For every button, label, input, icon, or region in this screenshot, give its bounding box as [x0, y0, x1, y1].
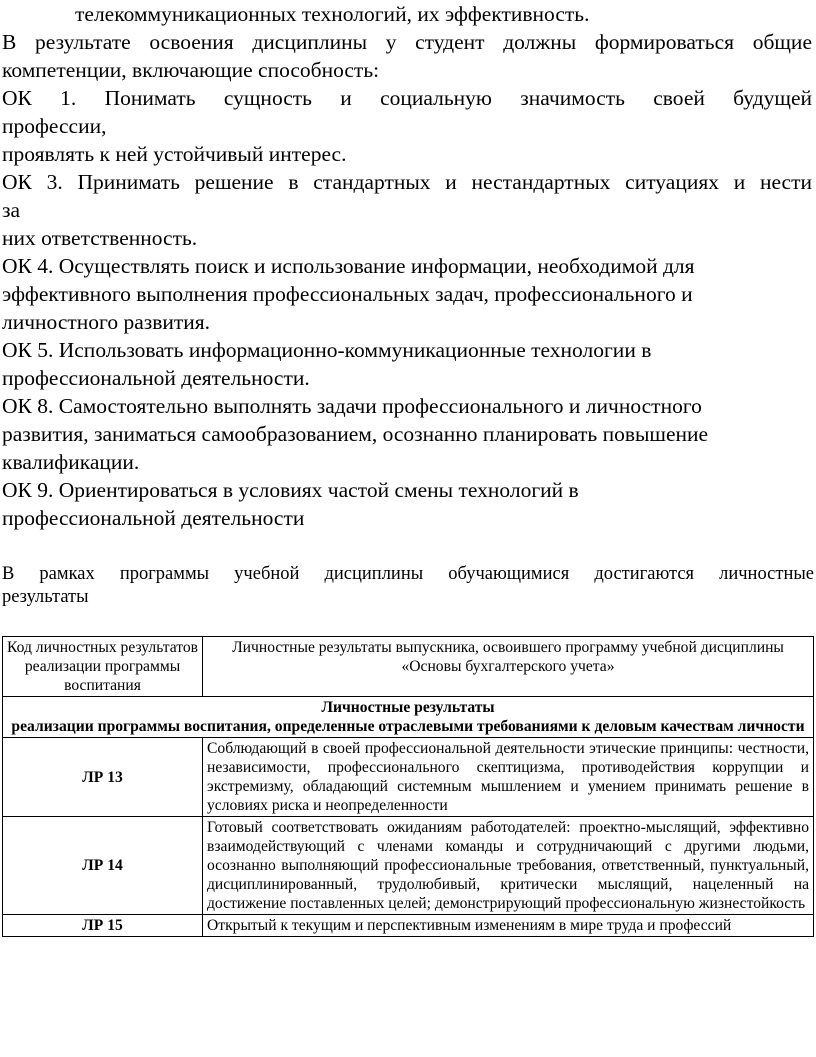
competencies-text	[2, 0, 814, 532]
ok4-line: личностного развития.	[2, 310, 211, 334]
section-title-line: реализации программы воспитания, определенные отраслевыми требованиями к деловым качествам личности	[11, 718, 805, 735]
personal-results-table	[2, 636, 814, 937]
row-text-cell: Соблюдающий в своей профессиональной деятельности этические принципы: честности, независимости, профессионального скептицизма, противодействия коррупции и экстремизму, обладающий системным мышлением и умением принимать решение в условиях риска и неопределенности	[203, 738, 814, 817]
table-section-row	[3, 697, 814, 738]
ok8-line: ОК 8. Самостоятельно выполнять задачи профессионального и личностного	[2, 394, 702, 418]
intro-line: результаты	[2, 587, 89, 607]
table-header-row	[3, 637, 814, 697]
row-code-cell: ЛР 14	[3, 817, 203, 915]
ok5-line: профессиональной деятельности.	[2, 366, 310, 390]
ok8-line: квалификации.	[2, 450, 140, 474]
row-code-cell: ЛР 13	[3, 738, 203, 817]
row-text-cell: Готовый соответствовать ожиданиям работодателей: проектно-мыслящий, эффективно взаимодействующий с членами команды и сотрудничающий с другими людьми, осознанно выполняющий профессиональные требования, ответственный, пунктуальный, дисциплинированный, трудолюбивый, критически мыслящий, нацеленный на достижение поставленных целей; демонстрирующий профессиональную жизнестойкость	[203, 817, 814, 915]
section-title-cell	[3, 697, 814, 738]
paragraph-line: телекоммуникационных технологий, их эффективность.	[75, 2, 590, 26]
header-result-cell: Личностные результаты выпускника, освоившего программу учебной дисциплины «Основы бухгалтерского учета»	[203, 637, 814, 697]
ok4-line: эффективного выполнения профессиональных задач, профессионального и	[2, 282, 693, 306]
header-code-cell: Код личностных результатов реализации программы воспитания	[3, 637, 203, 697]
ok3-line: ОК 3. Принимать решение в стандартных и нестандартных ситуациях и нести	[2, 170, 812, 194]
paragraph-line: проявлять к ней устойчивый интерес.	[2, 142, 347, 166]
ok9-line: ОК 9. Ориентироваться в условиях частой смены технологий в	[2, 478, 579, 502]
table-row	[3, 915, 814, 937]
ok8-line: развития, заниматься самообразованием, осознанно планировать повышение	[2, 422, 709, 446]
section-title-line: Личностные результаты	[321, 699, 495, 716]
paragraph-line: них ответственность.	[2, 226, 198, 250]
paragraph-line: В результате освоения дисциплины у студент должны формироваться общие	[2, 30, 812, 54]
table-row	[3, 738, 814, 817]
ok4-line: ОК 4. Осуществлять поиск и использование информации, необходимой для	[2, 254, 695, 278]
ok1-line: профессии,	[2, 114, 107, 138]
row-text-cell: Открытый к текущим и перспективным изменениям в мире труда и профессий	[203, 915, 814, 937]
row-code-cell: ЛР 15	[3, 915, 203, 937]
ok9-line: профессиональной деятельности	[2, 506, 305, 530]
intro-paragraph	[2, 563, 816, 609]
ok5-line: ОК 5. Использовать информационно-коммуникационные технологии в	[2, 338, 652, 362]
ok1-line: ОК 1. Понимать сущность и социальную значимость своей будущей	[2, 86, 812, 110]
paragraph-line: компетенции, включающие способность:	[2, 58, 380, 82]
ok3-line: за	[2, 198, 21, 222]
intro-line: В рамках программы учебной дисциплины обучающимися достигаются личностные	[2, 564, 814, 584]
table-row	[3, 817, 814, 915]
